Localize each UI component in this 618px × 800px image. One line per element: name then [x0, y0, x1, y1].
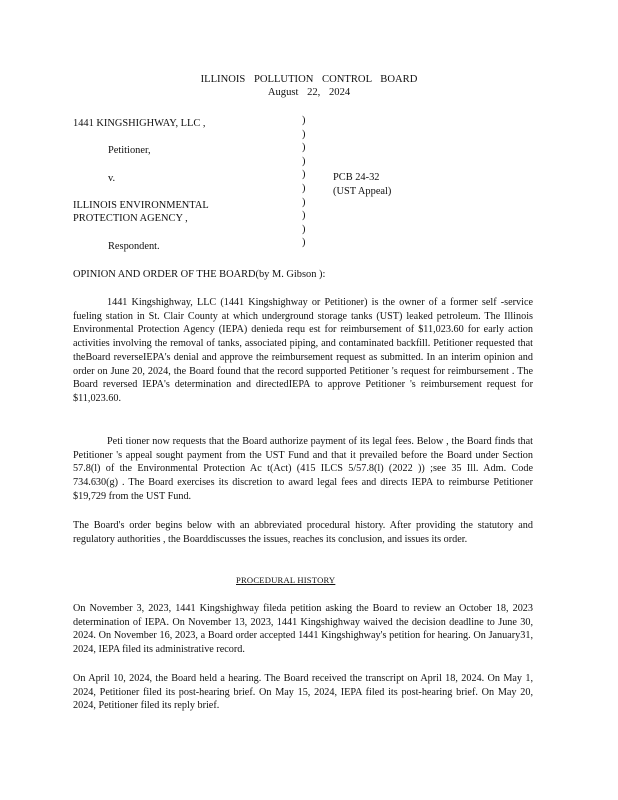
paren: )	[302, 115, 306, 126]
petitioner-label: Petitioner,	[108, 145, 151, 156]
respondent-name-line1: ILLINOIS ENVIRONMENTAL	[73, 200, 209, 211]
history-paragraph-1: On November 3, 2023, 1441 Kingshighway fileda petition asking the Board to review an October 18, 2023 determination of IEPA. On November 13, 2023, 1441 Kingshighway waived the decision deadline to June 30, 2024. On November 16, 2023, a Board order accepted 1441 Kingshighway's petition for hearing. On January31, 2024, IEPA filed its administrative record.	[73, 603, 533, 656]
board-title: ILLINOIS POLLUTION CONTROL BOARD	[200, 74, 418, 85]
respondent-name-line2: PROTECTION AGENCY ,	[73, 213, 188, 224]
body-paragraph-1: 1441 Kingshighway, LLC (1441 Kingshighway or Petitioner) is the owner of a former self -service fueling station in St. Clair County at which underground storage tanks (UST) leaked petroleum. The Illinois Environmental Protection Agency (IEPA) denieda requ est for reimbursement of $11,023.60 for early action activities involving the removal of tanks, associated piping, and contaminated backfill. Petitioner requested that theBoard reverseIEPA's denial and approve the reimbursement request as submitted. In an interim opinion and order on June 20, 2024, the Board found that the record supported Petitioner 's request for reimbursement . The Board reversed IEPA's determination and directedIEPA to approve Petitioner 's reimbursement request for $11,023.60.	[73, 297, 533, 404]
respondent-label: Respondent.	[108, 241, 160, 252]
paren: )	[302, 210, 306, 222]
paren: )	[302, 155, 306, 167]
opinion-heading: OPINION AND ORDER OF THE BOARD(by M. Gibson ):	[73, 269, 326, 280]
paren: )	[302, 237, 306, 249]
paren: )	[302, 142, 306, 154]
body-paragraph-3: The Board's order begins below with an abbreviated procedural history. After providing the statutory and regulatory authorities , the Boarddiscusses the issues, reaches its conclusion, and issues its order.	[73, 520, 533, 545]
history-paragraph-2: On April 10, 2024, the Board held a hearing. The Board received the transcript on April 18, 2024. On May 1, 2024, Petitioner filed its post-hearing brief. On May 15, 2024, IEPA filed its post-hearing brief. On May 20, 2024, Petitioner filed its reply brief.	[73, 673, 533, 712]
versus-label: v.	[108, 173, 116, 184]
paren: )	[302, 128, 306, 140]
caption-parentheses	[302, 114, 305, 250]
paren: )	[302, 196, 306, 208]
paren: )	[302, 182, 306, 194]
case-number: PCB 24-32	[333, 172, 380, 183]
body-paragraph-2: Peti tioner now requests that the Board authorize payment of its legal fees. Below , the Board finds that Petitioner 's appeal sought payment from the UST Fund and that it prevailed before the Board under Section 57.8(l) of the Environmental Protection Ac t(Act) (415 ILCS 5/57.8(l) (2022 )) ;see 35 Ill. Adm. Code 734.630(g) . The Board exercises its discretion to award legal fees and directs IEPA to reimburse Petitioner $19,729 from the UST Fund.	[73, 436, 533, 502]
paren: )	[302, 223, 306, 235]
section-heading-procedural-history: PROCEDURAL HISTORY	[236, 575, 336, 585]
petitioner-name: 1441 KINGSHIGHWAY, LLC ,	[73, 118, 206, 129]
paren: )	[302, 169, 306, 181]
document-date: August 22, 2024	[267, 87, 351, 98]
case-type: (UST Appeal)	[333, 186, 392, 197]
